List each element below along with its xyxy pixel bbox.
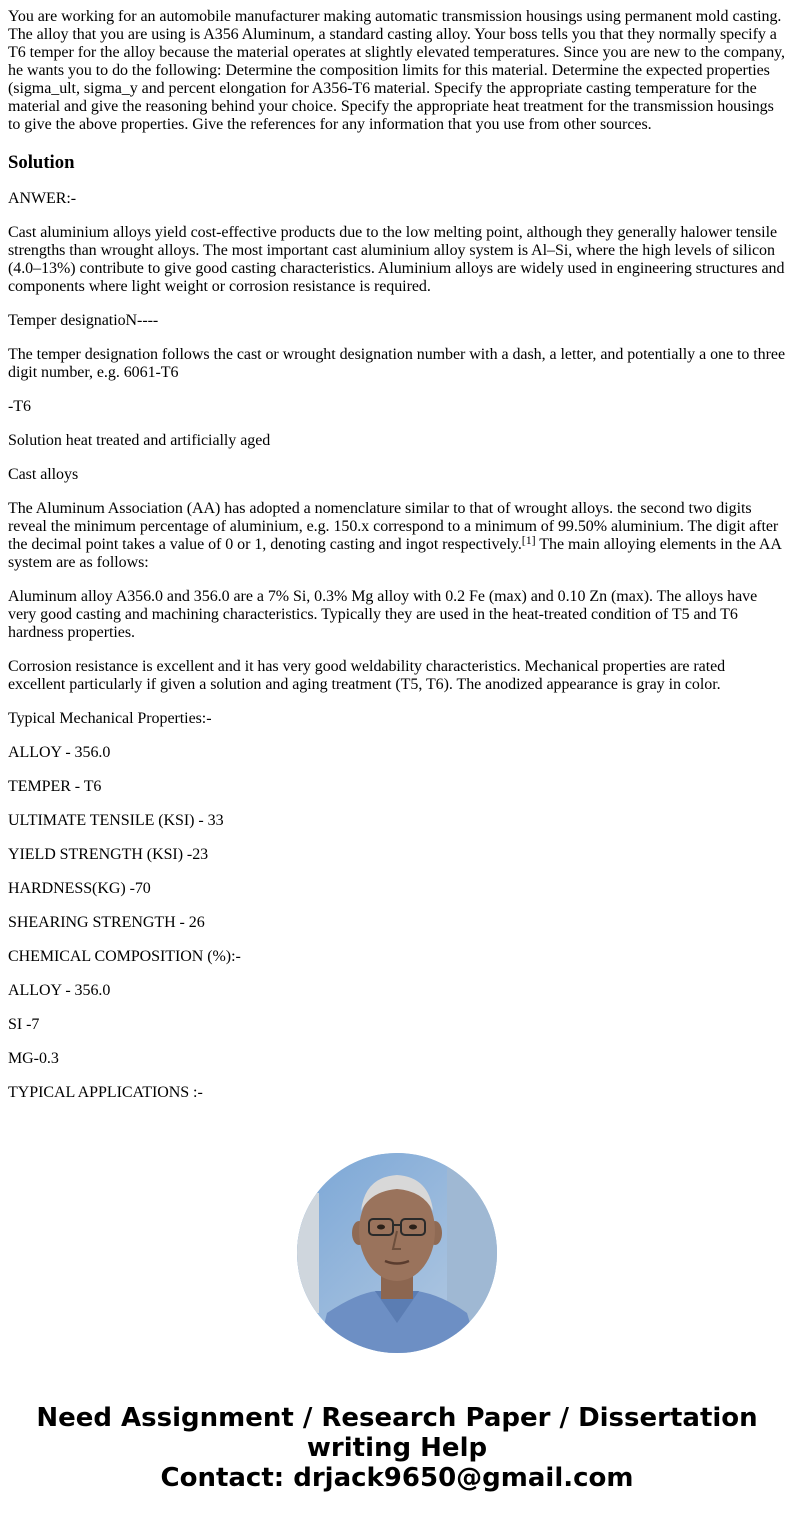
answer-label: ANWER:- bbox=[8, 190, 77, 207]
answer-paragraph: The temper designation follows the cast or wrought designation number with a dash, a letter, and potentially a one to three digit number, e.g. 6061-T6 bbox=[8, 346, 785, 381]
answer-paragraph: YIELD STRENGTH (KSI) -23 bbox=[8, 846, 209, 863]
promo-banner bbox=[0, 1403, 794, 1493]
answer-paragraph: ULTIMATE TENSILE (KSI) - 33 bbox=[8, 812, 224, 829]
answer-paragraph: Corrosion resistance is excellent and it has very good weldability characteristics. Mechanical properties are rated excellent particularly if given a solution and aging treatment (T5, T6). The anodized appearance is gray in color. bbox=[8, 658, 726, 693]
answer-paragraph: Cast alloys bbox=[8, 466, 79, 483]
answer-paragraph: -T6 bbox=[8, 398, 31, 415]
answer-paragraph: ALLOY - 356.0 bbox=[8, 982, 111, 999]
answer-paragraph: Aluminum alloy A356.0 and 356.0 are a 7% Si, 0.3% Mg alloy with 0.2 Fe (max) and 0.10 Zn (max). The alloys have very good casting and machining characteristics. Typically they are used in the heat-treated condition of T5 and T6 hardness properties. bbox=[8, 588, 758, 641]
answer-paragraph bbox=[8, 500, 786, 572]
answer-paragraph: HARDNESS(KG) -70 bbox=[8, 880, 151, 897]
answer-paragraph: Temper designatioN---- bbox=[8, 312, 159, 329]
reference-link[interactable]: [1] bbox=[521, 533, 536, 547]
solution-heading: Solution bbox=[8, 152, 75, 173]
answer-paragraph: SI -7 bbox=[8, 1016, 40, 1033]
answer-paragraph: Typical Mechanical Properties:- bbox=[8, 710, 212, 727]
answer-paragraph: TEMPER - T6 bbox=[8, 778, 102, 795]
promo-contact[interactable]: Contact: drjack9650@gmail.com bbox=[160, 1463, 634, 1493]
answer-text: The Aluminum Association (AA) has adopted a nomenclature similar to that of wrought alloys. the second two digits reveal the minimum percentage of aluminium, e.g. 150.x correspond to a minimum of 99.50% aluminium. The digit after the decimal point takes a value of 0 or 1, denoting casting and ingot respectively. bbox=[8, 500, 779, 553]
answer-paragraph: CHEMICAL COMPOSITION (%):- bbox=[8, 948, 241, 965]
promo-line: Need Assignment / Research Paper / Dissertation bbox=[36, 1403, 758, 1433]
question-text: You are working for an automobile manufacturer making automatic transmission housings using permanent mold casting. The alloy that you are using is A356 Aluminum, a standard casting alloy. Your boss tells you that they normally specify a T6 temper for the alloy because the material operates at slightly elevated temperatures. Since you are new to the company, he wants you to do the following: Determine the composition limits for this material. Determine the expected properties (sigma_ult, sigma_y and percent elongation for A356-T6 material. Specify the appropriate casting temperature for the material and give the reasoning behind your choice. Specify the appropriate heat treatment for the transmission housings to give the above properties. Give the references for any information that you use from other sources. bbox=[8, 8, 786, 133]
answer-paragraph: SHEARING STRENGTH - 26 bbox=[8, 914, 205, 931]
document-content bbox=[8, 8, 786, 1121]
answer-text: The main alloying elements in the AA system are as follows: bbox=[8, 536, 781, 571]
promo-line: writing Help bbox=[306, 1433, 488, 1463]
answer-paragraph: MG-0.3 bbox=[8, 1050, 59, 1067]
answer-paragraph: Solution heat treated and artificially aged bbox=[8, 432, 271, 449]
tutor-portrait-image bbox=[297, 1153, 497, 1353]
answer-paragraph: Cast aluminium alloys yield cost-effective products due to the low melting point, although they generally halower tensile strengths than wrought alloys. The most important cast aluminium alloy system is Al–Si, where the high levels of silicon (4.0–13%) contribute to give good casting characteristics. Aluminium alloys are widely used in engineering structures and components where light weight or corrosion resistance is required. bbox=[8, 224, 785, 295]
tutor-avatar bbox=[297, 1153, 497, 1353]
answer-paragraph: ALLOY - 356.0 bbox=[8, 744, 111, 761]
answer-paragraph: TYPICAL APPLICATIONS :- bbox=[8, 1084, 203, 1101]
